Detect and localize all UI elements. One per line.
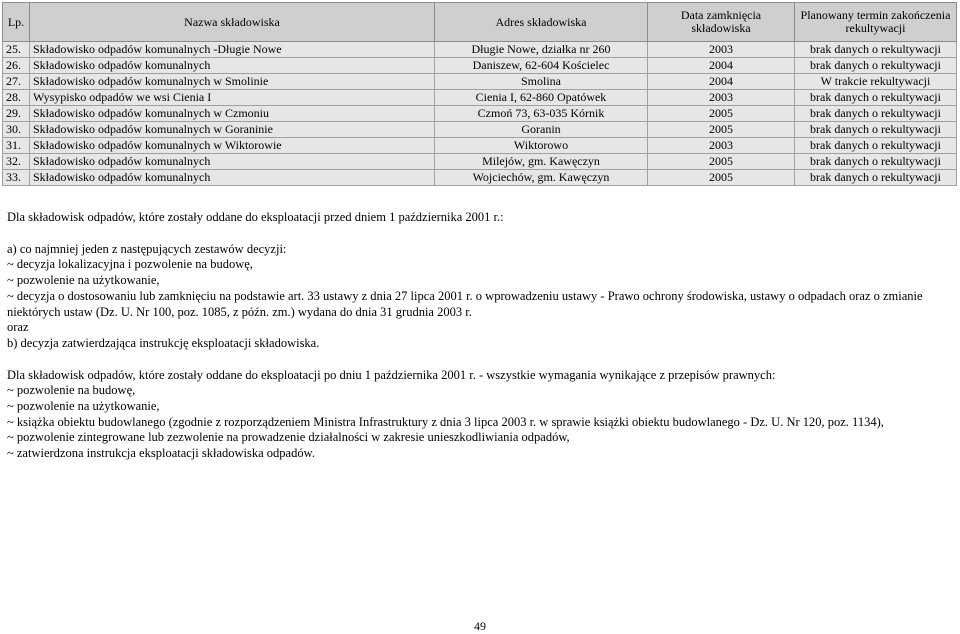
row-reclamation: brak danych o rekultywacji — [795, 90, 957, 106]
table-row — [3, 58, 957, 74]
landfill-table — [2, 2, 957, 186]
row-address: Wiktorowo — [435, 138, 648, 154]
row-reclamation: brak danych o rekultywacji — [795, 154, 957, 170]
row-address: Daniszew, 62-604 Kościelec — [435, 58, 648, 74]
header-closure-year: Data zamknięcia składowiska — [648, 3, 795, 42]
row-address: Długie Nowe, działka nr 260 — [435, 42, 648, 58]
list-item: ~ pozwolenie zintegrowane lub zezwolenie na prowadzenie działalności w zakresie unieszkodliwiania odpadów, — [7, 430, 570, 445]
row-lp: 28. — [3, 90, 30, 106]
row-reclamation: brak danych o rekultywacji — [795, 42, 957, 58]
row-name: Składowisko odpadów komunalnych w Czmoniu — [30, 106, 435, 122]
row-address: Goranin — [435, 122, 648, 138]
row-closure-year: 2005 — [648, 106, 795, 122]
table-row — [3, 74, 957, 90]
row-lp: 27. — [3, 74, 30, 90]
row-lp: 25. — [3, 42, 30, 58]
table-row — [3, 122, 957, 138]
intro-after-2001: Dla składowisk odpadów, które zostały oddane do eksploatacji po dniu 1 października 2001 r. - wszystkie wymagania wynikające z przepisów prawnych: — [7, 367, 776, 382]
row-name: Wysypisko odpadów we wsi Cienia I — [30, 90, 435, 106]
row-name: Składowisko odpadów komunalnych — [30, 154, 435, 170]
row-closure-year: 2005 — [648, 170, 795, 186]
row-lp: 30. — [3, 122, 30, 138]
list-item: ~ pozwolenie na użytkowanie, — [7, 399, 160, 414]
row-reclamation: brak danych o rekultywacji — [795, 106, 957, 122]
list-item: ~ pozwolenie na budowę, — [7, 383, 136, 398]
row-name: Składowisko odpadów komunalnych — [30, 170, 435, 186]
header-name: Nazwa składowiska — [30, 3, 435, 42]
row-lp: 31. — [3, 138, 30, 154]
row-name: Składowisko odpadów komunalnych — [30, 58, 435, 74]
section-b-heading: b) decyzja zatwierdzająca instrukcję eksploatacji składowiska. — [7, 335, 320, 350]
header-reclamation: Planowany termin zakończenia rekultywacji — [795, 3, 957, 42]
row-address: Smolina — [435, 74, 648, 90]
row-closure-year: 2004 — [648, 74, 795, 90]
row-lp: 29. — [3, 106, 30, 122]
row-reclamation: brak danych o rekultywacji — [795, 122, 957, 138]
table-row — [3, 154, 957, 170]
row-name: Składowisko odpadów komunalnych -Długie Nowe — [30, 42, 435, 58]
table-header-row — [3, 3, 957, 42]
row-closure-year: 2005 — [648, 154, 795, 170]
row-name: Składowisko odpadów komunalnych w Wiktorowie — [30, 138, 435, 154]
row-closure-year: 2003 — [648, 42, 795, 58]
row-name: Składowisko odpadów komunalnych w Goraninie — [30, 122, 435, 138]
row-lp: 26. — [3, 58, 30, 74]
row-closure-year: 2003 — [648, 138, 795, 154]
row-lp: 33. — [3, 170, 30, 186]
row-reclamation: W trakcie rekultywacji — [795, 74, 957, 90]
requirements-notes — [7, 210, 952, 462]
list-item: ~ decyzja o dostosowaniu lub zamknięciu na podstawie art. 33 ustawy z dnia 27 lipca 2001 r. o wprowadzeniu ustawy - Prawo ochrony środowiska, ustawy o odpadach oraz o zmianie niektórych ustaw (Dz. U. Nr 100, poz. 1085, z późn. zm.) wydana do dnia 31 grudnia 2003 r. — [7, 288, 923, 319]
header-address: Adres składowiska — [435, 3, 648, 42]
table-row — [3, 42, 957, 58]
row-reclamation: brak danych o rekultywacji — [795, 138, 957, 154]
row-name: Składowisko odpadów komunalnych w Smolinie — [30, 74, 435, 90]
oraz-connector: oraz — [7, 320, 29, 335]
row-address: Czmoń 73, 63-035 Kórnik — [435, 106, 648, 122]
row-reclamation: brak danych o rekultywacji — [795, 58, 957, 74]
list-item: ~ pozwolenie na użytkowanie, — [7, 273, 160, 288]
table-row — [3, 170, 957, 186]
row-address: Cienia I, 62-860 Opatówek — [435, 90, 648, 106]
row-closure-year: 2005 — [648, 122, 795, 138]
table-row — [3, 138, 957, 154]
header-lp: Lp. — [3, 3, 30, 42]
row-closure-year: 2004 — [648, 58, 795, 74]
table-row — [3, 106, 957, 122]
row-address: Wojciechów, gm. Kawęczyn — [435, 170, 648, 186]
row-reclamation: brak danych o rekultywacji — [795, 170, 957, 186]
row-address: Milejów, gm. Kawęczyn — [435, 154, 648, 170]
row-closure-year: 2003 — [648, 90, 795, 106]
table-row — [3, 90, 957, 106]
list-item: ~ zatwierdzona instrukcja eksploatacji składowiska odpadów. — [7, 446, 315, 461]
list-item: ~ książka obiektu budowlanego (zgodnie z rozporządzeniem Ministra Infrastruktury z dnia 3 lipca 2003 r. w sprawie książki obiektu budowlanego - Dz. U. Nr 120, poz. 1134), — [7, 414, 884, 429]
list-item: ~ decyzja lokalizacyjna i pozwolenie na budowę, — [7, 257, 253, 272]
page-number: 49 — [474, 619, 486, 633]
intro-before-2001: Dla składowisk odpadów, które zostały oddane do eksploatacji przed dniem 1 października 2001 r.: — [7, 210, 504, 224]
section-a-heading: a) co najmniej jeden z następujących zestawów decyzji: — [7, 241, 287, 256]
row-lp: 32. — [3, 154, 30, 170]
